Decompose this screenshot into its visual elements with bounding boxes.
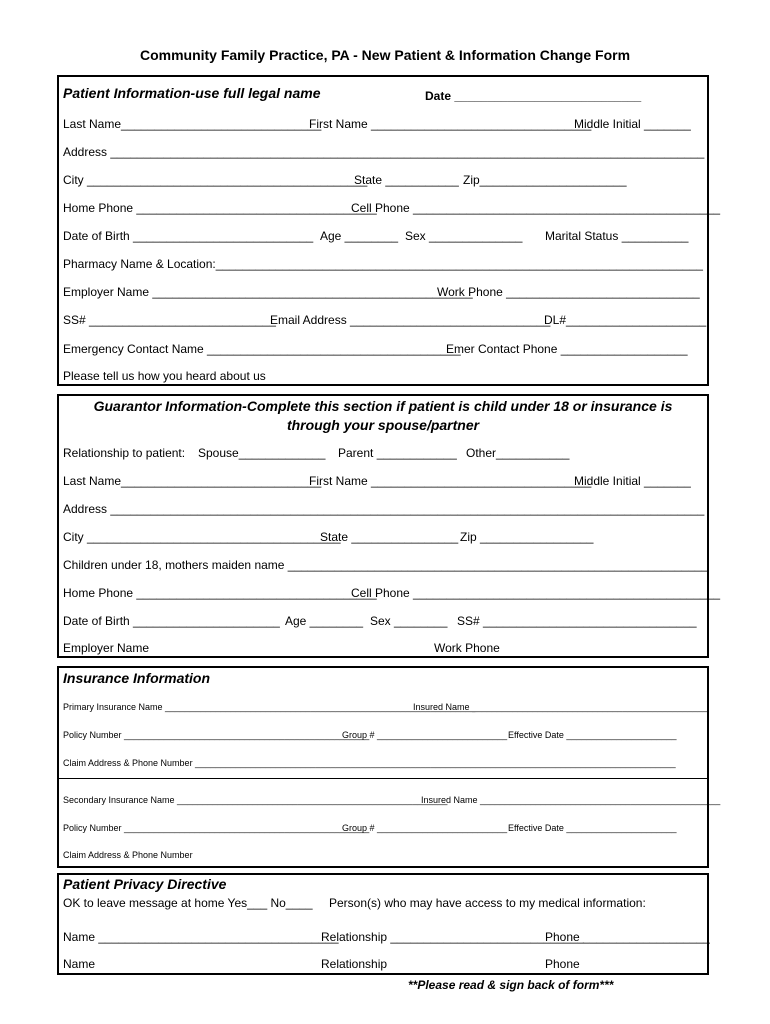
guarantor-age-field[interactable]: Age ________ bbox=[285, 614, 364, 628]
guarantor-home-phone-field[interactable]: Home Phone ____________________________________ bbox=[63, 586, 377, 600]
policy-number-field-1[interactable]: Policy Number _________________________________________________ bbox=[63, 730, 370, 740]
emergency-contact-field[interactable]: Emergency Contact Name ______________________________________ bbox=[63, 342, 461, 356]
patient-info-header: Patient Information-use full legal name bbox=[63, 85, 321, 101]
ss-field[interactable]: SS# ____________________________ bbox=[63, 313, 276, 327]
policy-number-field-2[interactable]: Policy Number _________________________________________________ bbox=[63, 823, 370, 833]
insurance-header: Insurance Information bbox=[63, 670, 211, 686]
privacy-directive-section bbox=[57, 873, 709, 975]
other-field[interactable]: Other___________ bbox=[466, 446, 570, 460]
last-name-field[interactable]: Last Name______________________________ bbox=[63, 117, 322, 131]
state-field[interactable]: State ___________ bbox=[354, 173, 459, 187]
access-phone-field-1[interactable]: Phone ___________________ bbox=[545, 930, 710, 944]
effective-date-field-1[interactable]: Effective Date ______________________ bbox=[508, 730, 677, 740]
access-name-field-1[interactable]: Name ____________________________________ bbox=[63, 930, 339, 944]
home-phone-field[interactable]: Home Phone ____________________________________ bbox=[63, 201, 377, 215]
privacy-header: Patient Privacy Directive bbox=[63, 876, 227, 892]
guarantor-first-name-field[interactable]: First Name _________________________________ bbox=[309, 474, 592, 488]
address-field[interactable]: Address _________________________________________________________________________________________ bbox=[63, 145, 705, 159]
secondary-insurance-name-field[interactable]: Secondary Insurance Name ______________________________________________________ bbox=[63, 795, 448, 805]
access-relationship-field-2[interactable]: Relationship bbox=[321, 957, 388, 971]
guarantor-state-field[interactable]: State ________________ bbox=[320, 530, 459, 544]
marital-status-field[interactable]: Marital Status __________ bbox=[545, 229, 689, 243]
guarantor-employer-field[interactable]: Employer Name bbox=[63, 641, 150, 655]
access-name-field-2[interactable]: Name bbox=[63, 957, 96, 971]
email-field[interactable]: Email Address ______________________________ bbox=[270, 313, 551, 327]
access-relationship-field-1[interactable]: Relationship _____________________________ bbox=[321, 930, 584, 944]
dob-field[interactable]: Date of Birth ___________________________ bbox=[63, 229, 314, 243]
guarantor-ss-field[interactable]: SS# ________________________________ bbox=[457, 614, 697, 628]
guarantor-last-name-field[interactable]: Last Name______________________________ bbox=[63, 474, 322, 488]
pharmacy-field[interactable]: Pharmacy Name & Location:_________________________________________________________________________ bbox=[63, 257, 703, 271]
date-field[interactable]: Date ____________________________ bbox=[425, 89, 642, 103]
city-field[interactable]: City __________________________________________ bbox=[63, 173, 368, 187]
first-name-field[interactable]: First Name _________________________________ bbox=[309, 117, 592, 131]
guarantor-work-phone-field[interactable]: Work Phone bbox=[434, 641, 500, 655]
dl-field[interactable]: DL#_____________________ bbox=[544, 313, 707, 327]
cell-phone-field[interactable]: Cell Phone ______________________________________________ bbox=[351, 201, 721, 215]
children-maiden-name-field[interactable]: Children under 18, mothers maiden name _______________________________________________________________ bbox=[63, 558, 709, 572]
patient-information-section bbox=[57, 75, 721, 386]
persons-access-label: Person(s) who may have access to my medical information: bbox=[329, 896, 646, 910]
zip-field[interactable]: Zip______________________ bbox=[463, 173, 627, 187]
relationship-label: Relationship to patient: bbox=[63, 446, 186, 460]
group-number-field-2[interactable]: Group # __________________________ bbox=[342, 823, 508, 833]
sign-back-notice: **Please read & sign back of form*** bbox=[408, 978, 614, 992]
guarantor-cell-phone-field[interactable]: Cell Phone ______________________________________________ bbox=[351, 586, 721, 600]
ok-to-leave-message-field[interactable]: OK to leave message at home Yes___ No____ bbox=[63, 896, 313, 910]
employer-field[interactable]: Employer Name ________________________________________________ bbox=[63, 285, 473, 299]
guarantor-header: Guarantor Information-Complete this section if patient is child under 18 or insurance is through your spouse/partner bbox=[93, 398, 673, 433]
middle-initial-field[interactable]: Middle Initial _______ bbox=[574, 117, 691, 131]
guarantor-information-section bbox=[57, 394, 721, 658]
guarantor-dob-field[interactable]: Date of Birth ______________________ bbox=[63, 614, 280, 628]
age-field[interactable]: Age ________ bbox=[320, 229, 399, 243]
group-number-field-1[interactable]: Group # __________________________ bbox=[342, 730, 508, 740]
claim-address-field-2[interactable]: Claim Address & Phone Number bbox=[63, 850, 193, 860]
claim-address-field-1[interactable]: Claim Address & Phone Number ________________________________________________________________________________________________ bbox=[63, 758, 676, 768]
form-title: Community Family Practice, PA - New Patient & Information Change Form bbox=[139, 47, 631, 63]
primary-insurance-name-field[interactable]: Primary Insurance Name ______________________________________________________________ bbox=[63, 702, 476, 712]
work-phone-field[interactable]: Work Phone _____________________________ bbox=[437, 285, 700, 299]
heard-about-field[interactable]: Please tell us how you heard about us bbox=[63, 369, 266, 383]
access-phone-field-2[interactable]: Phone bbox=[545, 957, 580, 971]
guarantor-address-field[interactable]: Address _________________________________________________________________________________________ bbox=[63, 502, 705, 516]
guarantor-zip-field[interactable]: Zip _________________ bbox=[460, 530, 594, 544]
secondary-insured-name-field[interactable]: Insured Name ________________________________________________ bbox=[421, 795, 721, 805]
guarantor-middle-initial-field[interactable]: Middle Initial _______ bbox=[574, 474, 691, 488]
spouse-field[interactable]: Spouse_____________ bbox=[198, 446, 326, 460]
effective-date-field-2[interactable]: Effective Date ______________________ bbox=[508, 823, 677, 833]
parent-field[interactable]: Parent ____________ bbox=[338, 446, 457, 460]
insurance-divider bbox=[59, 778, 707, 779]
sex-field[interactable]: Sex ______________ bbox=[405, 229, 523, 243]
guarantor-city-field[interactable]: City ______________________________________ bbox=[63, 530, 341, 544]
guarantor-sex-field[interactable]: Sex ________ bbox=[370, 614, 448, 628]
emer-phone-field[interactable]: Emer Contact Phone ___________________ bbox=[446, 342, 688, 356]
primary-insured-name-field[interactable]: Insured Name _______________________________________________ bbox=[413, 702, 708, 712]
insurance-information-section bbox=[57, 666, 721, 868]
